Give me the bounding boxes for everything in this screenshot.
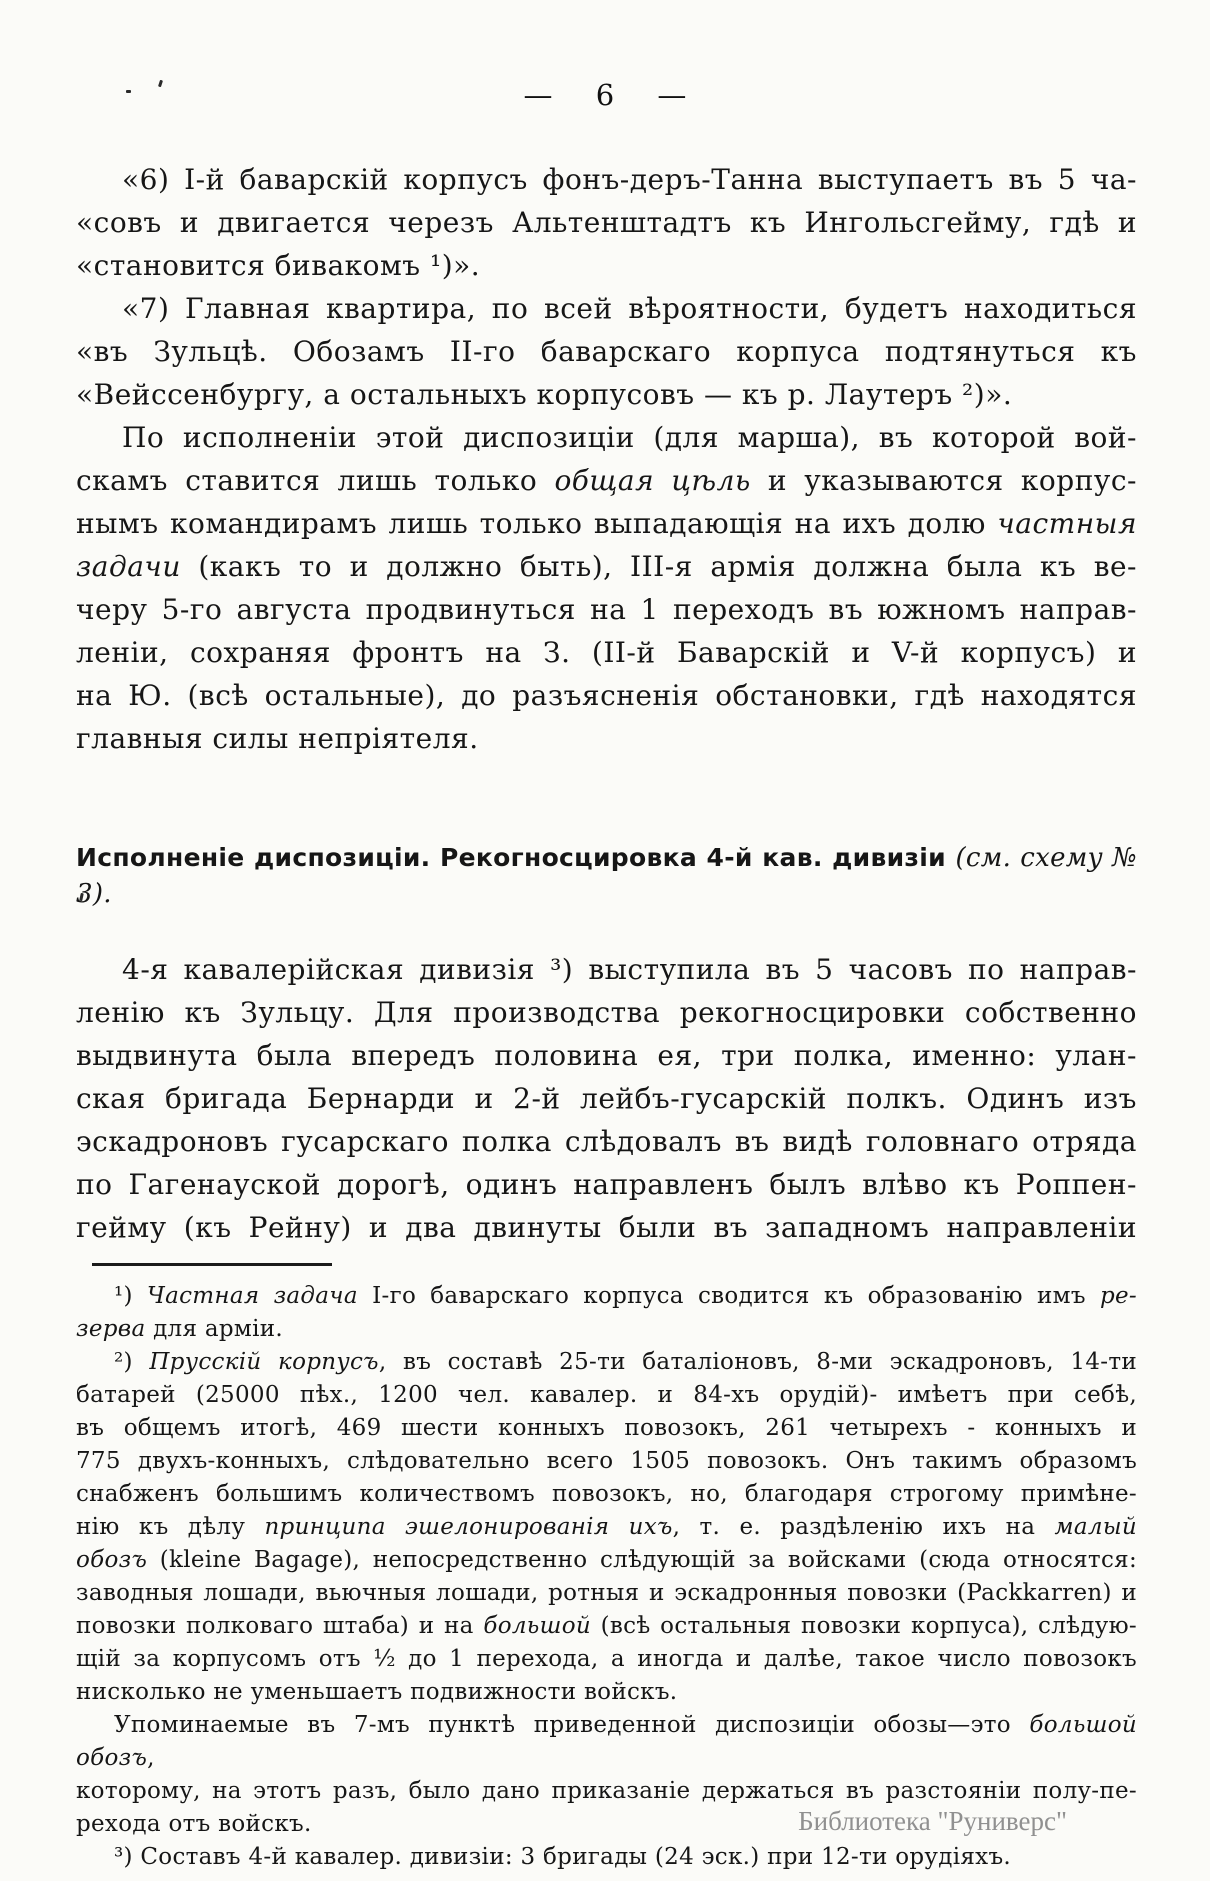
emphasized-text: частныя	[997, 507, 1137, 540]
text-line	[76, 1280, 1137, 1313]
text-line: эскадроновъ гусарскаго полка слѣдовалъ въ видѣ головнаго отряда	[76, 1125, 1137, 1158]
text-line	[76, 502, 1137, 545]
text-line: по Гагенауской дорогѣ, одинъ направленъ былъ влѣво къ Роппен-	[76, 1168, 1137, 1201]
text-segment: ¹)	[114, 1283, 147, 1309]
text-line: ленію къ Зульцу. Для производства рекогносцировки собственно	[76, 996, 1137, 1029]
library-watermark: Библиотека "Руниверс"	[798, 1806, 1067, 1836]
emphasized-text: (см. схему № 3).	[76, 843, 1137, 909]
text-line: заводныя лошади, вьючныя лошади, ротныя и эскадронныя повозки (Packkarren) и	[76, 1580, 1137, 1606]
text-paragraph	[76, 416, 1137, 760]
main-text	[76, 158, 1137, 1249]
text-line: на Ю. (всѣ остальные), до разъясненія обстановки, гдѣ находятся	[76, 679, 1137, 712]
text-line: «становится бивакомъ ¹)».	[76, 249, 481, 282]
text-segment: I-го баварскаго корпуса сводится къ образованію имъ	[357, 1283, 1100, 1309]
text-line	[76, 1709, 1137, 1775]
text-segment: ²)	[114, 1349, 150, 1375]
text-line	[76, 459, 1137, 502]
emphasized-text: большой обозъ	[76, 1712, 1137, 1771]
text-line: батарей (25000 пѣх., 1200 чел. кавалер. и 84-хъ орудій)- имѣетъ при себѣ,	[76, 1382, 1137, 1408]
text-line: ³) Составъ 4-й кавалер. дивизіи: 3 бригады (24 эск.) при 12-ти орудіяхъ.	[114, 1844, 1011, 1870]
text-paragraph	[76, 158, 1137, 287]
text-line: рехода отъ войскъ.	[76, 1811, 312, 1837]
text-line: которому, на этотъ разъ, было дано приказаніе держаться въ разстояніи полу-пе-	[76, 1778, 1137, 1804]
text-line	[76, 840, 1137, 912]
text-segment: нымъ командирамъ лишь только выпадающія на ихъ долю	[76, 507, 998, 540]
emphasized-text: малый	[1054, 1514, 1137, 1540]
text-line	[76, 1313, 1137, 1346]
emphasized-text: зерва	[76, 1316, 146, 1342]
text-line: леніи, сохраняя фронтъ на З. (II-й Баварскій и V-й корпусъ) и	[76, 636, 1137, 669]
emphasized-text: принципа эшелонированія ихъ	[264, 1514, 673, 1540]
text-line: «6) I-й баварскій корпусъ фонъ-деръ-Танна выступаетъ въ 5 ча-	[122, 163, 1137, 196]
text-line	[76, 1511, 1137, 1544]
page-content	[76, 158, 1137, 1874]
text-segment: нію къ дѣлу	[76, 1514, 265, 1540]
footnote-paragraph	[76, 1346, 1137, 1709]
text-segment: , т. е. раздѣленію ихъ на	[672, 1514, 1055, 1540]
text-paragraph	[76, 287, 1137, 416]
text-segment: Упоминаемые въ 7-мъ пунктѣ приведенной диспозиціи обозы—это	[114, 1712, 1030, 1738]
footnote-paragraph	[76, 1280, 1137, 1346]
text-segment: Исполненіе диспозиціи. Рекогносцировка 4-й кав. дивизіи	[76, 843, 956, 872]
footnote-paragraph	[76, 1841, 1137, 1874]
emphasized-text: Прусскій корпусъ	[149, 1349, 379, 1375]
text-segment: скамъ ставится лишь только	[76, 464, 555, 497]
text-line	[76, 1544, 1137, 1577]
emphasized-text: обозъ	[76, 1547, 148, 1573]
text-segment: , въ составѣ 25-ти баталіоновъ, 8-ми эскадроновъ, 14-ти	[378, 1349, 1138, 1375]
text-line: «Вейссенбургу, а остальныхъ корпусовъ — къ р. Лаутеръ ²)».	[76, 378, 1013, 411]
text-segment: (kleine Bagage), непосредственно слѣдующій за войсками (сюда относятся:	[147, 1547, 1137, 1573]
text-segment: повозки полковаго штаба) и на	[76, 1613, 484, 1639]
text-segment: (всѣ остальныя повозки корпуса), слѣдую-	[590, 1613, 1137, 1639]
emphasized-text: Частная задача	[147, 1283, 358, 1309]
text-line: въ общемъ итогѣ, 469 шести конныхъ повозокъ, 261 четырехъ - конныхъ и	[76, 1415, 1137, 1441]
text-line: гейму (къ Рейну) и два двинуты были въ западномъ направленіи	[76, 1211, 1137, 1244]
text-line: «7) Главная квартира, по всей вѣроятности, будетъ находиться	[122, 292, 1137, 325]
emphasized-text: большой	[483, 1613, 591, 1639]
emphasized-text: ре-	[1100, 1283, 1138, 1309]
text-line: черу 5-го августа продвинуться на 1 переходъ въ южномъ направ-	[76, 593, 1137, 626]
text-line: «въ Зульцѣ. Обозамъ II-го баварскаго корпуса подтянуться къ	[76, 335, 1137, 368]
footnote-separator	[92, 1263, 332, 1266]
text-line	[76, 1610, 1137, 1643]
text-line: выдвинута была впередъ половина ея, три полка, именно: улан-	[76, 1039, 1137, 1072]
text-line: нисколько не уменьшаетъ подвижности войскъ.	[76, 1679, 678, 1705]
text-segment: и указываются корпус-	[750, 464, 1137, 497]
text-segment: ,	[147, 1745, 155, 1771]
text-segment: для арміи.	[145, 1316, 284, 1342]
text-line: 4-я кавалерійская дивизія ³) выступила въ 5 часовъ по направ-	[122, 953, 1137, 986]
section-heading	[76, 840, 1137, 912]
text-line	[76, 1346, 1137, 1379]
text-line: снабженъ большимъ количествомъ повозокъ, но, благодаря строгому примѣне-	[76, 1481, 1137, 1507]
text-line: ская бригада Бернарди и 2-й лейбъ-гусарскій полкъ. Одинъ изъ	[76, 1082, 1137, 1115]
text-line: 775 двухъ-конныхъ, слѣдовательно всего 1505 повозокъ. Онъ такимъ образомъ	[76, 1448, 1137, 1474]
text-line: По исполненіи этой диспозиціи (для марша), въ которой вой-	[122, 421, 1137, 454]
text-line	[76, 545, 1137, 588]
emphasized-text: задачи	[76, 550, 181, 583]
emphasized-text: общая цѣль	[554, 464, 751, 497]
text-line: «совъ и двигается черезъ Альтенштадтъ къ Ингольсгейму, гдѣ и	[76, 206, 1137, 239]
page-number: — 6 —	[523, 78, 687, 112]
text-line: главныя силы непріятеля.	[76, 722, 479, 755]
text-line: щій за корпусомъ отъ ½ до 1 перехода, а иногда и далѣе, такое число повозокъ	[76, 1646, 1137, 1672]
footnotes	[76, 1280, 1137, 1874]
text-paragraph	[76, 948, 1137, 1249]
text-segment: (какъ то и должно быть), III-я армія должна была къ ве-	[180, 550, 1137, 583]
